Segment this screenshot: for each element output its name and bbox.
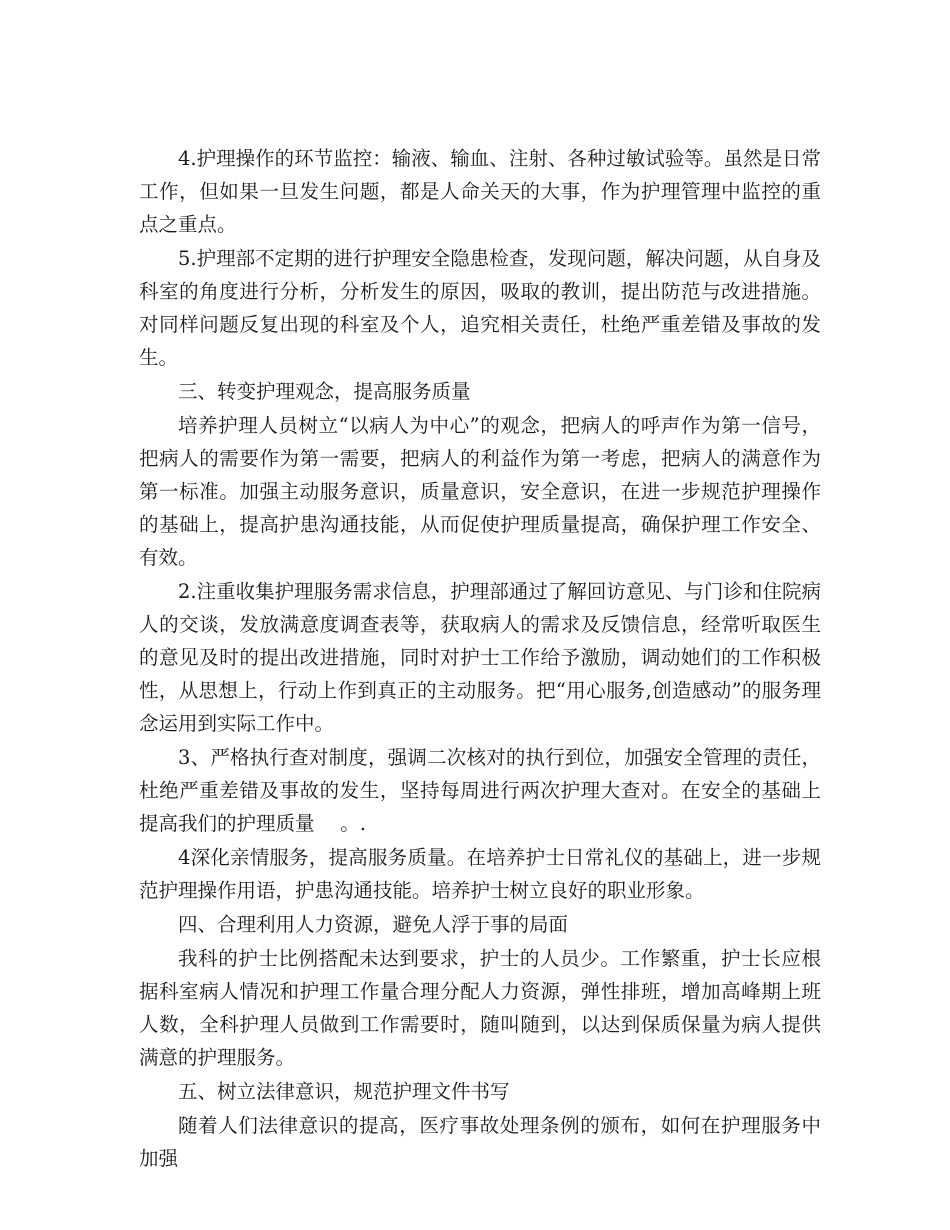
paragraph-legal-awareness: 随着人们法律意识的提高，医疗事故处理条例的颁布，如何在护理服务中加强 bbox=[139, 1114, 821, 1170]
document-body bbox=[139, 142, 821, 1176]
paragraph-item-4-monitoring: 4.护理操作的环节监控：输液、输血、注射、各种过敏试验等。虽然是日常工作，但如果一旦发生问题，都是人命关天的大事，作为护理管理中监控的重点之重点。 bbox=[139, 147, 821, 236]
paragraph-staffing: 我科的护士比例搭配未达到要求，护士的人员少。工作繁重，护士长应根据科室病人情况和护理工作量合理分配人力资源，弹性排班，增加高峰期上班人数，全科护理人员做到工作需要时，随叫随到，以达到保质保量为病人提供满意的护理服务。 bbox=[139, 947, 821, 1069]
paragraph-item-3-verification: 3、严格执行查对制度，强调二次核对的执行到位，加强安全管理的责任，杜绝严重差错及事故的发生，坚持每周进行两次护理大查对。在安全的基础上提高我们的护理质量 。. bbox=[139, 746, 821, 835]
section-heading-3: 三、转变护理观念，提高服务质量 bbox=[178, 380, 471, 403]
paragraph-patient-centered: 培养护理人员树立“以病人为中心”的观念，把病人的呼声作为第一信号，把病人的需要作为第一需要，把病人的利益作为第一考虑，把病人的满意作为第一标准。加强主动服务意识，质量意识，安全意识，在进一步规范护理操作的基础上，提高护患沟通技能，从而促使护理质量提高，确保护理工作安全、有效。 bbox=[139, 414, 821, 569]
paragraph-item-2-feedback: 2.注重收集护理服务需求信息，护理部通过了解回访意见、与门诊和住院病人的交谈，发放满意度调查表等，获取病人的需求及反馈信息，经常听取医生 的意见及时的提出改进措施，同时对护士工作给予激励，调动她们的工作积极性，从思想上，行动上作到真正的主动服务。把“用心服务,创造感动”的服务理念运用到实际工作中。 bbox=[139, 580, 821, 735]
section-heading-4: 四、合理利用人力资源，避免人浮于事的局面 bbox=[178, 913, 569, 936]
section-heading-5: 五、树立法律意识，规范护理文件书写 bbox=[178, 1080, 510, 1103]
paragraph-item-5-safety-check: 5.护理部不定期的进行护理安全隐患检查，发现问题，解决问题，从自身及科室的角度进行分析，分析发生的原因，吸取的教训，提出防范与改进措施。对同样问题反复出现的科室及个人，追究相关责任，杜绝严重差错及事故的发生。 bbox=[139, 247, 821, 369]
paragraph-item-4-service: 4深化亲情服务，提高服务质量。在培养护士日常礼仪的基础上，进一步规范护理操作用语，护患沟通技能。培养护士树立良好的职业形象。 bbox=[139, 846, 821, 902]
